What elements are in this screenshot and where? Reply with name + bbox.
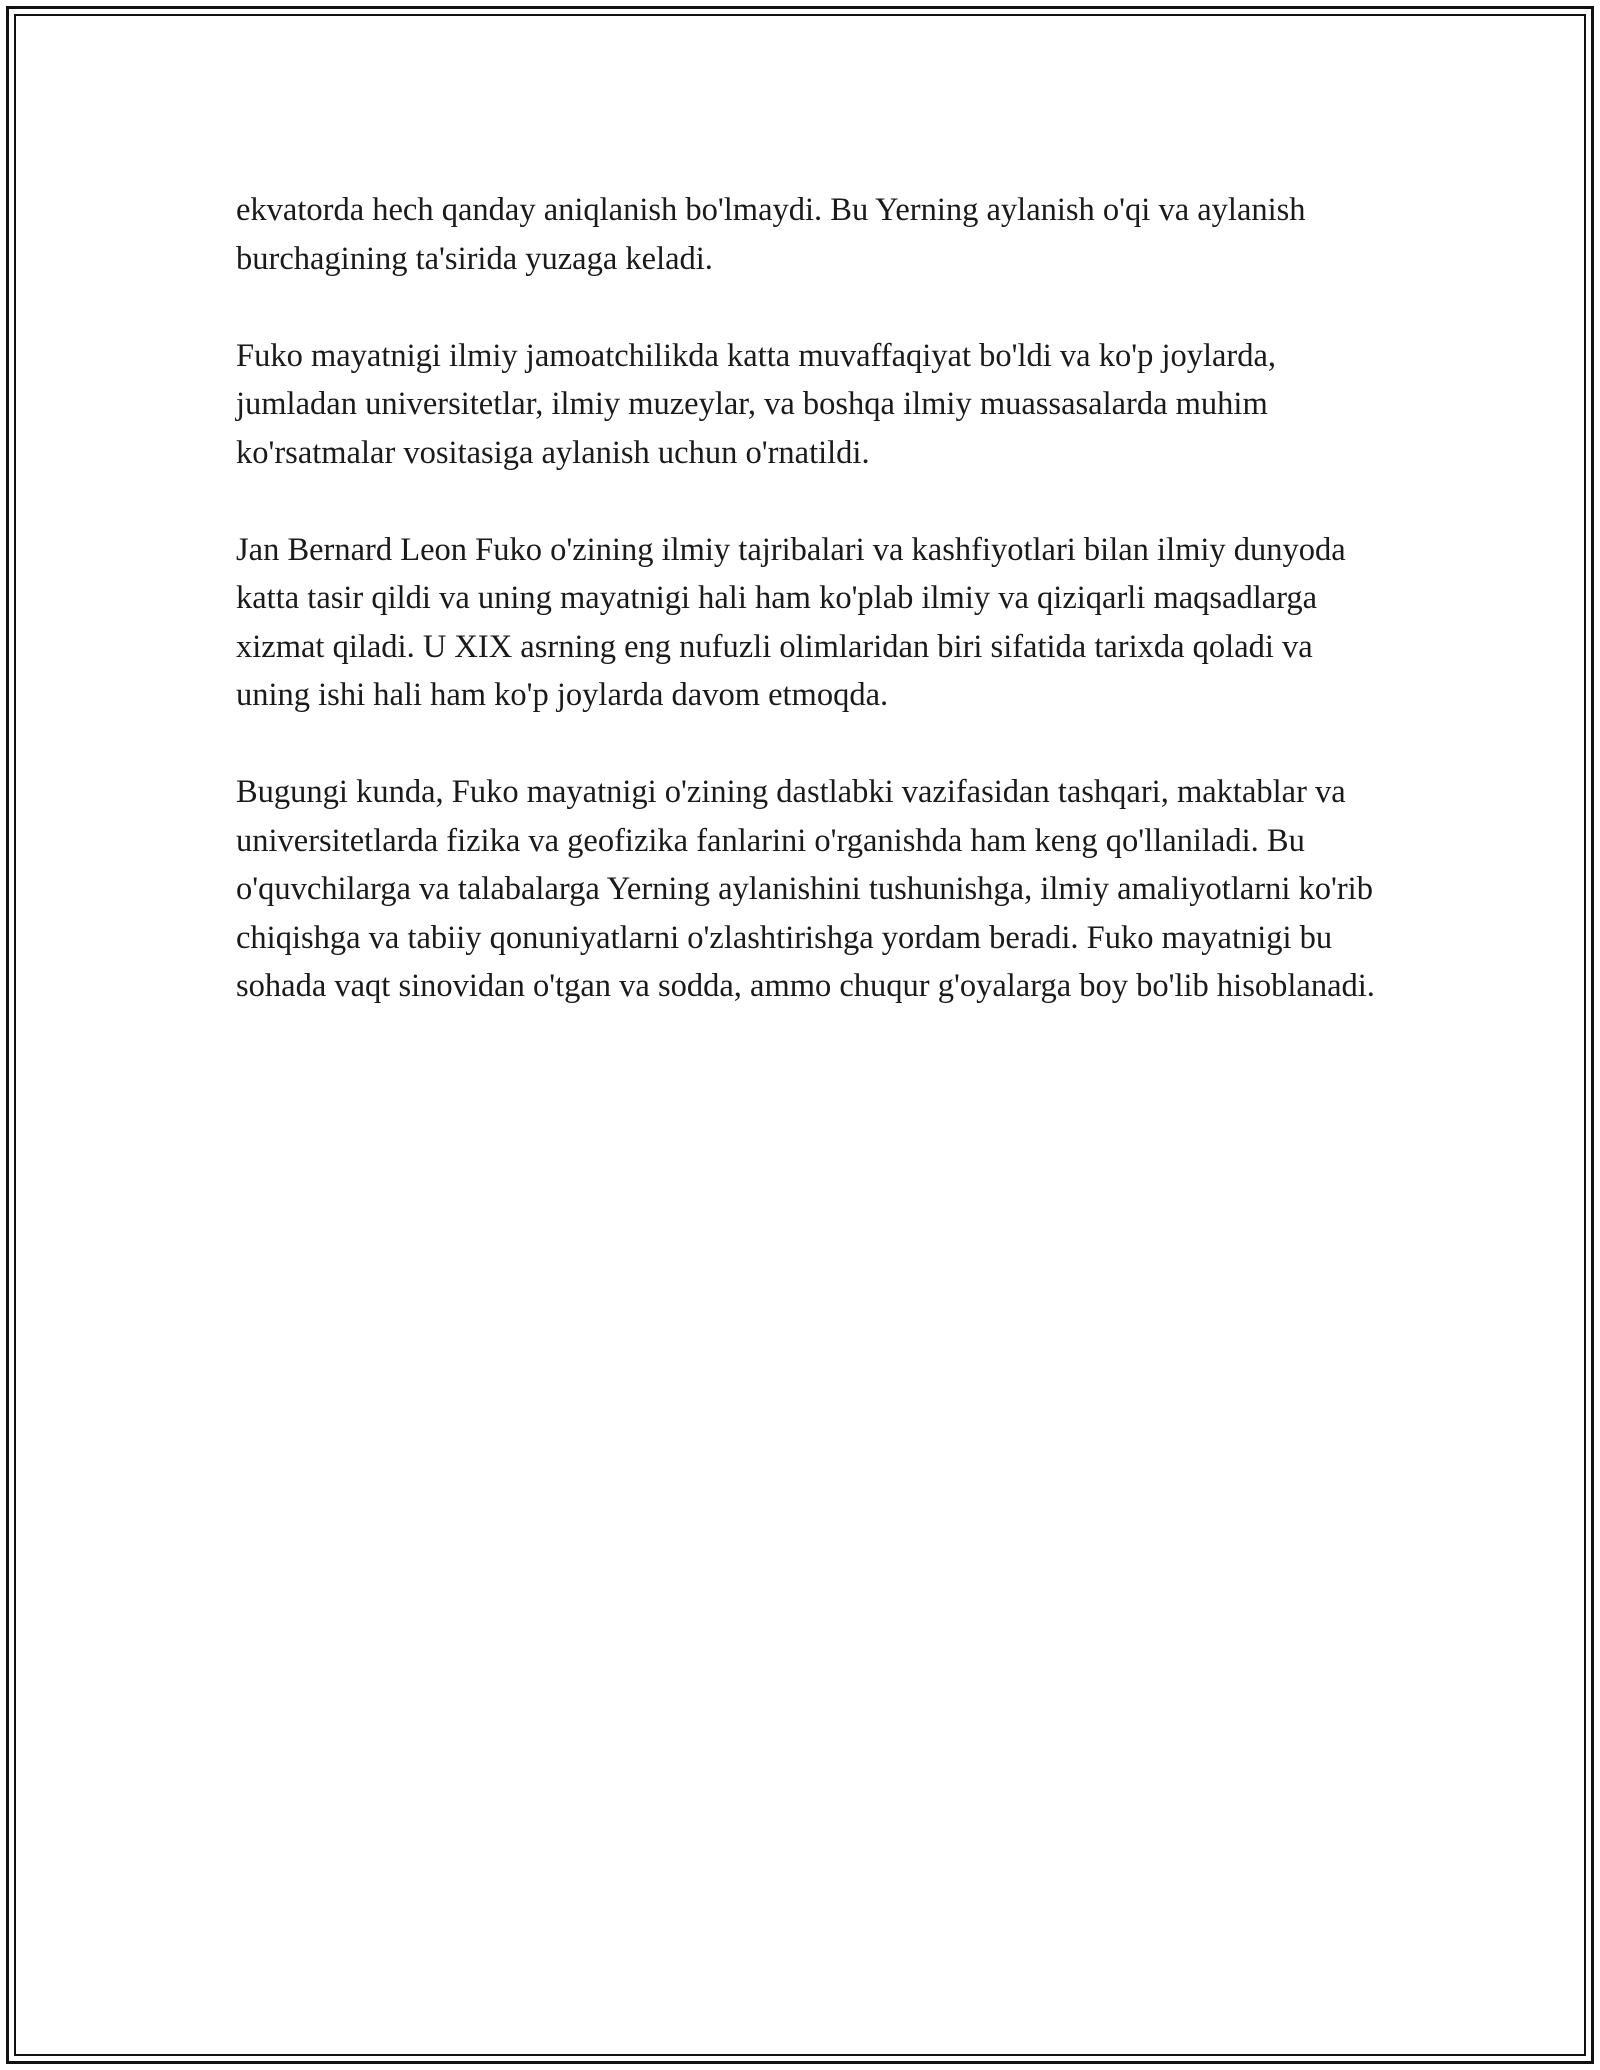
- document-body: [236, 186, 1376, 1011]
- paragraph-3: Jan Bernard Leon Fuko o'zining ilmiy tajribalari va kashfiyotlari bilan ilmiy dunyoda katta tasir qildi va uning mayatnigi hali ham ko'plab ilmiy va qiziqarli maqsadlarga xizmat qiladi. U XIX asrning eng nufuzli olimlaridan biri sifatida tarixda qoladi va uning ishi hali ham ko'p joylarda davom etmoqda.: [236, 531, 1346, 713]
- paragraph-2: Fuko mayatnigi ilmiy jamoatchilikda katta muvaffaqiyat bo'ldi va ko'p joylarda, jumladan universitetlar, ilmiy muzeylar, va boshqa ilmiy muassasalarda muhim ko'rsatmalar vositasiga aylanish uchun o'rnatildi.: [236, 337, 1277, 471]
- paragraph-1: ekvatorda hech qanday aniqlanish bo'lmaydi. Bu Yerning aylanish o'qi va aylanish burchagining ta'sirida yuzaga keladi.: [236, 192, 1306, 277]
- paragraph-4: Bugungi kunda, Fuko mayatnigi o'zining dastlabki vazifasidan tashqari, maktablar va universitetlarda fizika va geofizika fanlarini o'rganishda ham keng qo'llaniladi. Bu o'quvchilarga va talabalarga Yerning aylanishini tushunishga, ilmiy amaliyotlarni ko'rib chiqishga va tabiiy qonuniyatlarni o'zlashtirishga yordam beradi. Fuko mayatnigi bu sohada vaqt sinovidan o'tgan va sodda, ammo chuqur g'oyalarga boy bo'lib hisoblanadi.: [236, 774, 1375, 1004]
